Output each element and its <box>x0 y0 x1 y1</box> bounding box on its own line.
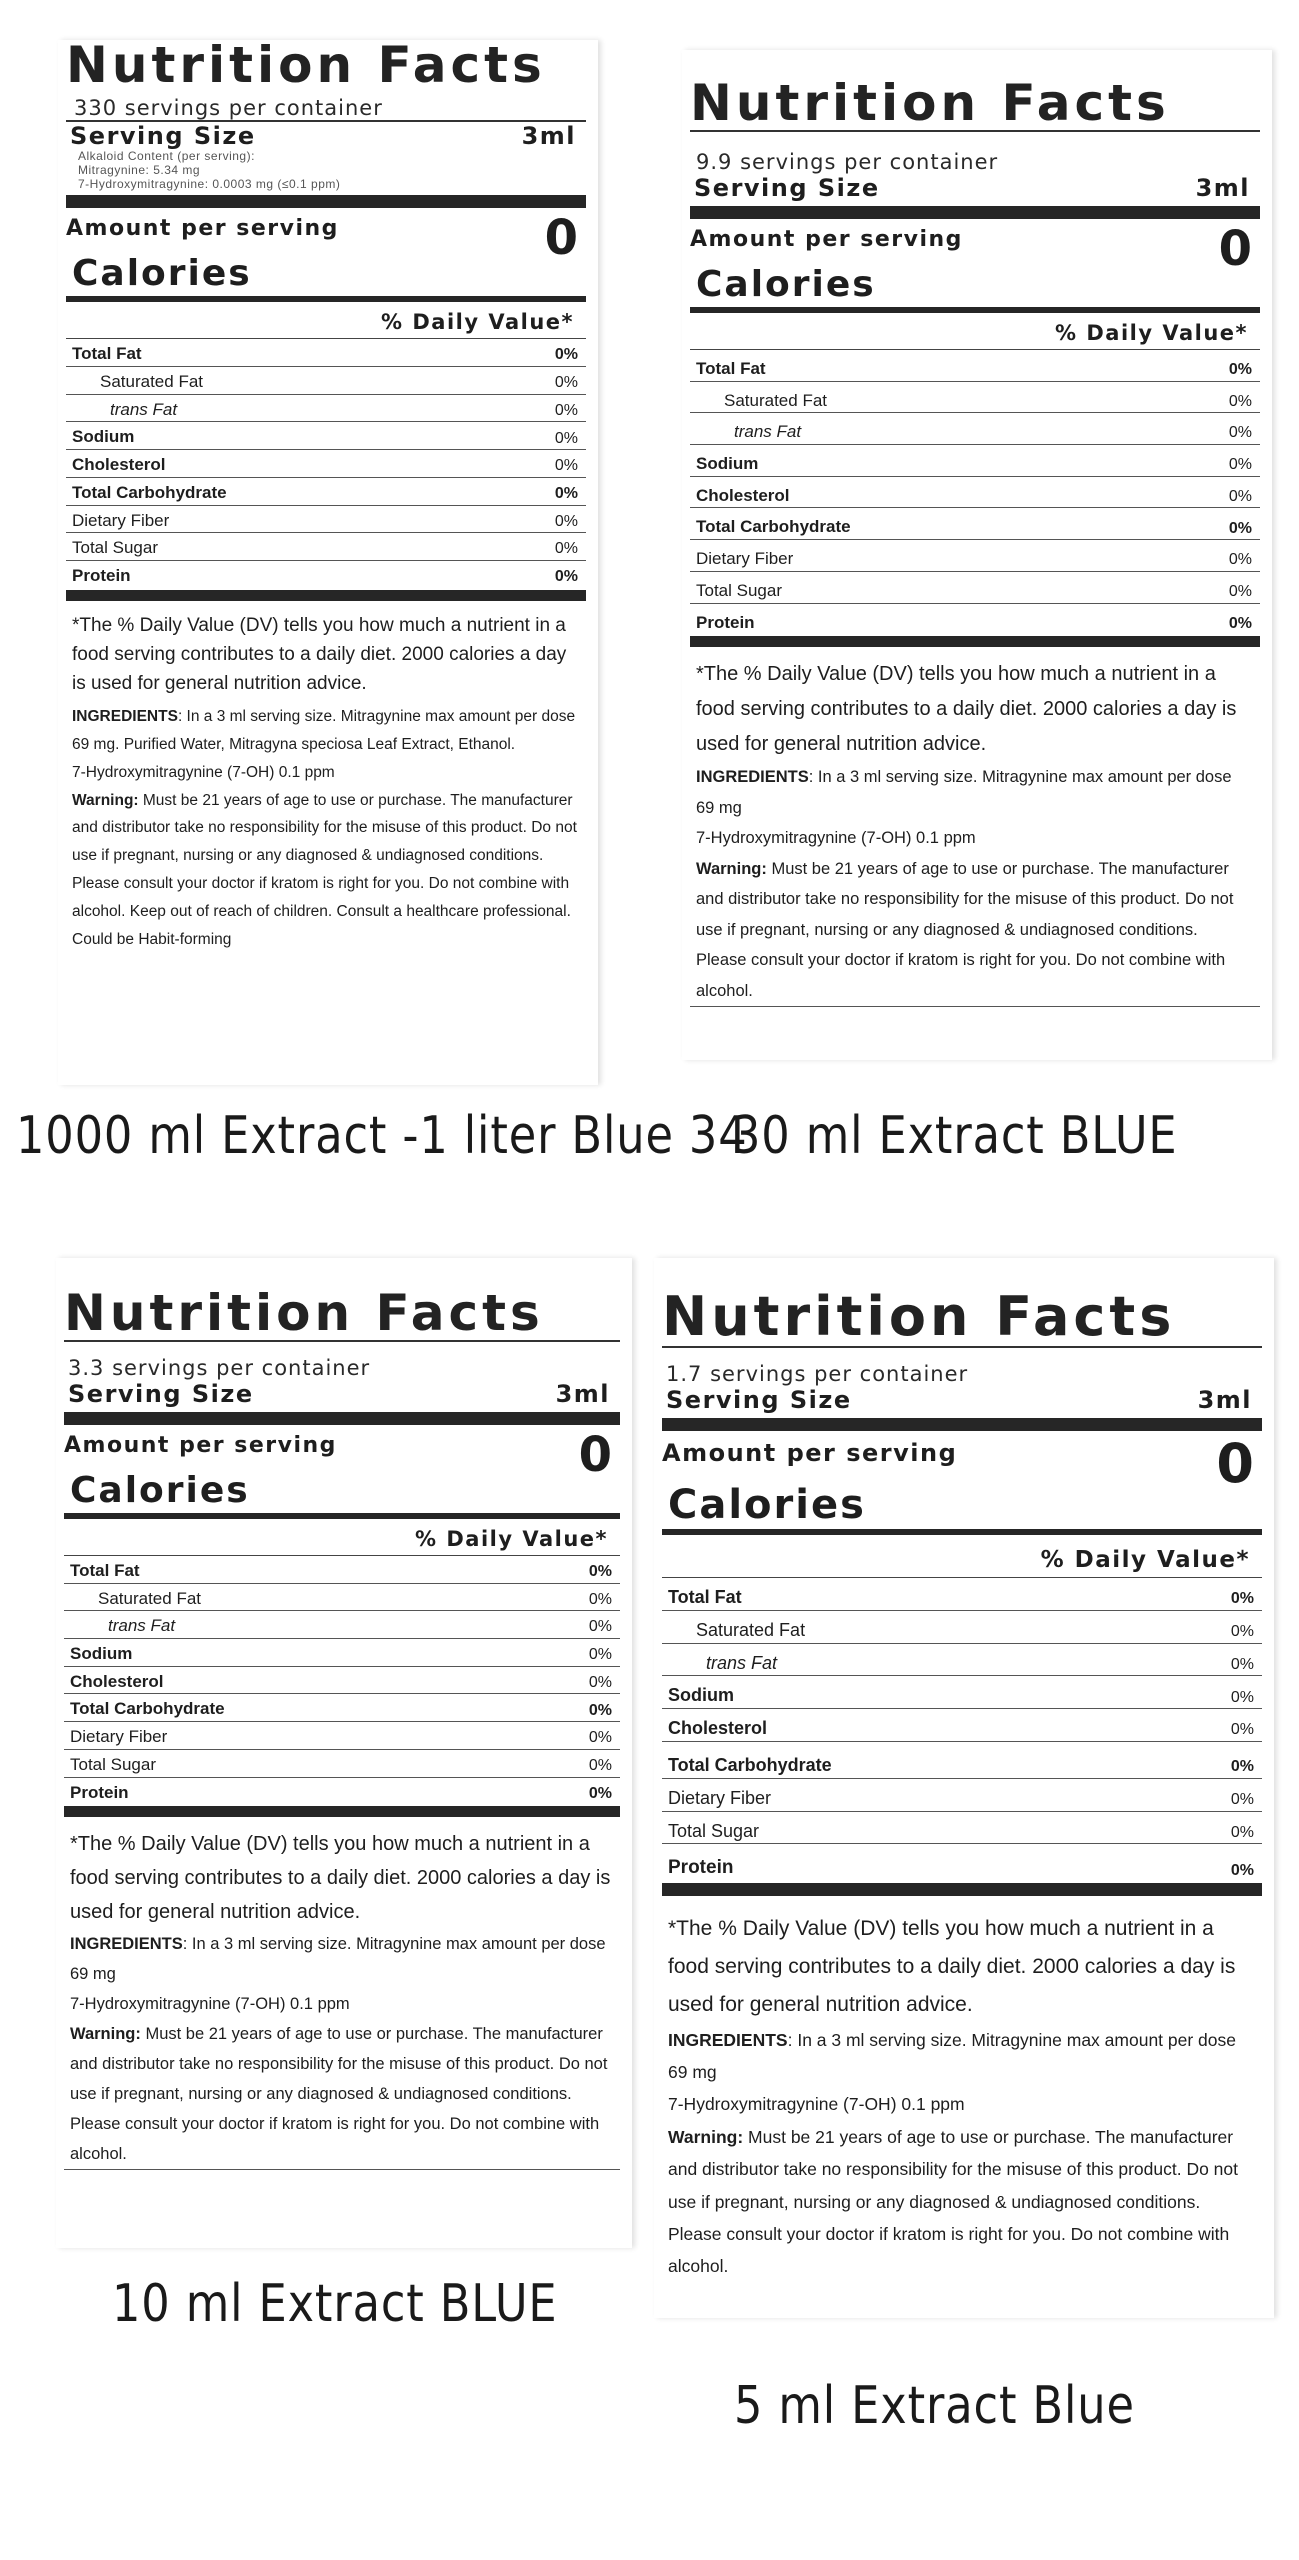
nutrient-row <box>64 1611 620 1639</box>
nutrient-value: 0% <box>554 457 578 475</box>
nutrient-name: Sodium <box>668 1685 734 1706</box>
warning <box>690 854 1260 1008</box>
nutrient-value: 0% <box>588 1563 612 1581</box>
nutrition-label-30ml <box>682 50 1272 1060</box>
daily-value-header: % Daily Value* <box>690 313 1260 350</box>
nutrient-value: 0% <box>1228 392 1252 410</box>
warning-text: Must be 21 years of age to use or purchase. The manufacturer and distributor take no responsibility for the misuse of this product. Do not use if pregnant, nursing or any diagnosed & undiagnosed conditions. Please consult your doctor if kratom is right for you. Do not combine with alcohol. <box>70 2025 608 2164</box>
nutrient-value: 0% <box>1228 424 1252 442</box>
nutrient-row <box>690 350 1260 382</box>
servings-per-container: 3.3 servings per container <box>68 1356 371 1380</box>
serving-size-label: Serving Size <box>666 1386 852 1414</box>
nutrient-value: 0% <box>588 1646 612 1664</box>
nutrition-facts-title: Nutrition Facts <box>64 1288 620 1342</box>
nutrient-name: Cholesterol <box>70 1671 164 1691</box>
footer-divider <box>64 1806 620 1817</box>
nutrient-name: Saturated Fat <box>100 372 204 392</box>
nutrient-row <box>690 604 1260 635</box>
nutrient-row <box>66 561 586 588</box>
daily-value-header: % Daily Value* <box>64 1519 620 1556</box>
nutrition-facts-title: Nutrition Facts <box>690 78 1260 132</box>
nutrient-name: Sodium <box>696 454 759 474</box>
nutrition-facts-title: Nutrition Facts <box>66 36 546 94</box>
nutrient-value: 0% <box>1230 1688 1254 1706</box>
serving-size-row <box>64 1380 620 1408</box>
ingredients <box>662 2024 1262 2089</box>
footer-divider <box>662 1883 1262 1896</box>
thick-divider <box>662 1418 1262 1431</box>
thick-divider <box>690 206 1260 219</box>
product-caption: 1000 ml Extract -1 liter Blue 34 <box>16 1106 748 1166</box>
nutrient-name: Total Sugar <box>668 1820 760 1841</box>
daily-value-header: % Daily Value* <box>66 302 586 339</box>
calories-label: Calories <box>668 1482 866 1528</box>
nutrient-row <box>690 540 1260 572</box>
nutrient-name: Cholesterol <box>696 485 790 505</box>
footer-divider <box>690 636 1260 647</box>
nutrient-row <box>662 1709 1262 1742</box>
ingredients-label: INGREDIENTS <box>70 1935 183 1954</box>
nutrient-row <box>662 1644 1262 1677</box>
nutrient-row <box>64 1584 620 1612</box>
footer-divider <box>66 590 586 601</box>
nutrient-value: 0% <box>1230 1790 1254 1808</box>
nutrient-row <box>66 533 586 561</box>
calories-value: 0 <box>578 1427 612 1483</box>
nutrient-name: Dietary Fiber <box>668 1787 772 1808</box>
ingredients <box>64 1929 620 1989</box>
nutrient-row <box>64 1778 620 1805</box>
calories-value: 0 <box>544 210 578 267</box>
servings-per-container: 330 servings per container <box>66 96 586 122</box>
nutrient-value: 0% <box>1230 1861 1254 1879</box>
nutrient-value: 0% <box>1230 1655 1254 1673</box>
daily-value-note: *The % Daily Value (DV) tells you how much a nutrient in a food serving contributes to a daily diet. 2000 calories a day is used for general nutrition advice. <box>668 1917 1236 2016</box>
nutrient-name: Total Carbohydrate <box>72 482 227 502</box>
nutrient-name: Total Carbohydrate <box>70 1699 225 1719</box>
nutrient-name: Dietary Fiber <box>696 549 794 569</box>
nutrient-row <box>662 1742 1262 1779</box>
nutrient-value: 0% <box>588 1729 612 1747</box>
nutrient-value: 0% <box>588 1701 612 1719</box>
nutrient-row <box>690 572 1260 604</box>
daily-value-header: % Daily Value* <box>662 1535 1262 1578</box>
nutrient-row <box>662 1578 1262 1611</box>
nutrient-value: 0% <box>1228 582 1252 600</box>
nutrient-value: 0% <box>1228 551 1252 569</box>
ingredients-label: INGREDIENTS <box>696 768 809 787</box>
nutrient-name: Total Sugar <box>70 1754 156 1774</box>
calories-value: 0 <box>1216 1432 1254 1495</box>
nutrient-value: 0% <box>588 1618 612 1636</box>
nutrient-row <box>64 1556 620 1584</box>
nutrient-name: Total Carbohydrate <box>668 1754 832 1775</box>
nutrient-name: trans Fat <box>706 1652 778 1673</box>
nutrition-label-5ml <box>654 1258 1274 2318</box>
nutrient-value: 0% <box>1230 1590 1254 1608</box>
nutrient-row <box>66 478 586 506</box>
nutrient-value: 0% <box>554 401 578 419</box>
serving-size-row <box>66 122 586 150</box>
ingredients-text: : In a 3 ml serving size. Mitragynine max amount per dose 69 mg. Purified Water, Mitragyna speciosa Leaf Extract, Ethanol. <box>72 707 576 753</box>
nutrient-name: Protein <box>72 565 131 585</box>
alkaloid-line: 7-Hydroxymitragynine: 0.0003 mg (≤0.1 ppm) <box>78 176 341 191</box>
nutrient-row <box>64 1639 620 1667</box>
serving-size-label: Serving Size <box>694 174 880 202</box>
product-caption: 10 ml Extract BLUE <box>112 2274 558 2334</box>
nutrient-value: 0% <box>554 374 578 392</box>
nutrient-value: 0% <box>554 567 578 585</box>
warning-label: Warning: <box>668 2126 744 2147</box>
nutrient-name: Dietary Fiber <box>70 1727 168 1747</box>
thick-divider <box>64 1412 620 1425</box>
warning <box>64 2019 620 2170</box>
nutrient-name: trans Fat <box>734 422 802 442</box>
ingredients-text: : In a 3 ml serving size. Mitragynine max amount per dose 69 mg <box>70 1935 606 1984</box>
nutrient-value: 0% <box>1228 519 1252 537</box>
warning-text: Must be 21 years of age to use or purchase. The manufacturer and distributor take no responsibility for the misuse of this product. Do not use if pregnant, nursing or any diagnosed & undiagnosed conditions. Please consult your doctor if kratom is right for you. Do not combine with alcohol. <box>696 859 1234 1000</box>
serving-size-label: Serving Size <box>68 1380 254 1408</box>
nutrient-row <box>662 1676 1262 1709</box>
amount-per-serving: Amount per serving <box>66 216 339 242</box>
serving-size-row <box>662 1386 1262 1414</box>
oh-content: 7-Hydroxymitragynine (7-OH) 0.1 ppm <box>70 1995 350 2014</box>
product-caption: 30 ml Extract BLUE <box>732 1106 1178 1166</box>
warning <box>662 2121 1262 2283</box>
nutrition-facts-title: Nutrition Facts <box>662 1290 1262 1348</box>
nutrient-name: Protein <box>668 1857 734 1879</box>
serving-size-value: 3ml <box>1197 1386 1252 1414</box>
nutrient-value: 0% <box>1230 1623 1254 1640</box>
calories-value: 0 <box>1218 221 1252 277</box>
nutrient-value: 0% <box>554 346 578 364</box>
warning-label: Warning: <box>70 2025 141 2044</box>
nutrient-row <box>66 450 586 478</box>
nutrient-value: 0% <box>588 1756 612 1774</box>
nutrient-row <box>64 1722 620 1750</box>
nutrient-name: Total Sugar <box>72 538 158 558</box>
nutrient-value: 0% <box>1228 361 1252 379</box>
nutrient-row <box>66 339 586 367</box>
alkaloid-content <box>66 150 586 191</box>
nutrient-row <box>64 1694 620 1722</box>
ingredients-text: : In a 3 ml serving size. Mitragynine max amount per dose 69 mg <box>668 2029 1237 2083</box>
serving-size-row <box>690 174 1260 202</box>
nutrient-name: Total Fat <box>696 359 766 378</box>
nutrient-name: Saturated Fat <box>724 390 828 410</box>
nutrition-label-1000ml <box>58 36 598 1085</box>
nutrient-value: 0% <box>1228 487 1252 505</box>
servings-per-container: 1.7 servings per container <box>666 1362 969 1386</box>
nutrient-row <box>64 1750 620 1778</box>
nutrient-value: 0% <box>588 1673 612 1691</box>
ingredients-text: : In a 3 ml serving size. Mitragynine max amount per dose 69 mg <box>696 768 1232 817</box>
nutrient-row <box>64 1667 620 1695</box>
warning-text: Must be 21 years of age to use or purchase. The manufacturer and distributor take no responsibility for the misuse of this product. Do not use if pregnant, nursing or any diagnosed & undiagnosed conditions. Please consult your doctor if kratom is right for you. Do not combine with alcohol. Keep out of reach of children. Consult a healthcare professional. Could be Habit-forming <box>72 791 577 949</box>
nutrient-name: Dietary Fiber <box>72 510 170 530</box>
alkaloid-line: Alkaloid Content (per serving): <box>78 149 255 163</box>
nutrient-value: 0% <box>1228 456 1252 474</box>
nutrient-value: 0% <box>1230 1758 1254 1776</box>
warning-label: Warning: <box>696 859 767 878</box>
nutrient-row <box>662 1611 1262 1644</box>
nutrient-name: Total Sugar <box>696 580 782 600</box>
warning-text: Must be 21 years of age to use or purchase. The manufacturer and distributor take no responsibility for the misuse of this product. Do not use if pregnant, nursing or any diagnosed & undiagnosed conditions. Please consult your doctor if kratom is right for you. Do not combine with alcohol. <box>668 2126 1239 2277</box>
nutrient-name: Total Fat <box>72 344 142 364</box>
nutrient-row <box>690 477 1260 509</box>
serving-size-label: Serving Size <box>70 122 256 150</box>
serving-size-value: 3ml <box>521 122 576 150</box>
thick-divider <box>66 195 586 208</box>
nutrient-row <box>66 422 586 450</box>
amount-per-serving: Amount per serving <box>690 227 963 252</box>
serving-size-value: 3ml <box>1195 174 1250 202</box>
nutrient-value: 0% <box>554 540 578 558</box>
nutrient-value: 0% <box>588 1784 612 1802</box>
nutrient-value: 0% <box>1228 614 1252 632</box>
calories-label: Calories <box>72 253 252 295</box>
nutrient-name: Cholesterol <box>668 1718 768 1739</box>
nutrient-value: 0% <box>554 484 578 502</box>
nutrient-value: 0% <box>1230 1721 1254 1739</box>
nutrient-name: trans Fat <box>110 399 178 419</box>
nutrient-row <box>662 1779 1262 1812</box>
nutrient-row <box>66 395 586 423</box>
nutrient-row <box>662 1812 1262 1845</box>
nutrient-row <box>662 1844 1262 1881</box>
amount-per-serving: Amount per serving <box>64 1433 337 1458</box>
nutrient-name: Saturated Fat <box>696 1619 806 1640</box>
nutrient-name: Sodium <box>70 1644 133 1664</box>
nutrient-name: trans Fat <box>108 1616 176 1636</box>
calories-label: Calories <box>70 1470 250 1511</box>
ingredients-label: INGREDIENTS <box>72 707 178 725</box>
nutrient-name: Protein <box>70 1782 129 1802</box>
nutrient-name: Saturated Fat <box>98 1588 202 1608</box>
nutrient-row <box>66 506 586 534</box>
calories-label: Calories <box>696 264 876 305</box>
daily-value-note: *The % Daily Value (DV) tells you how much a nutrient in a food serving contributes to a daily diet. 2000 calories a day is used for general nutrition advice. <box>72 614 567 695</box>
warning-label: Warning: <box>72 791 139 809</box>
nutrient-name: Total Carbohydrate <box>696 517 851 537</box>
product-caption: 5 ml Extract Blue <box>734 2376 1135 2436</box>
nutrient-row <box>690 508 1260 540</box>
nutrient-value: 0% <box>554 429 578 447</box>
nutrient-name: Total Fat <box>668 1587 742 1607</box>
servings-per-container: 9.9 servings per container <box>696 150 999 174</box>
nutrient-name: Protein <box>696 612 755 632</box>
nutrition-label-10ml <box>56 1258 632 2248</box>
alkaloid-line: Mitragynine: 5.34 mg <box>78 162 201 177</box>
nutrient-name: Cholesterol <box>72 455 166 475</box>
nutrient-name: Sodium <box>72 427 135 447</box>
nutrient-value: 0% <box>1230 1823 1254 1841</box>
daily-value-note: *The % Daily Value (DV) tells you how much a nutrient in a food serving contributes to a daily diet. 2000 calories a day is used for general nutrition advice. <box>696 663 1237 756</box>
nutrient-name: Total Fat <box>70 1561 140 1580</box>
daily-value-note: *The % Daily Value (DV) tells you how much a nutrient in a food serving contributes to a daily diet. 2000 calories a day is used for general nutrition advice. <box>70 1833 611 1924</box>
nutrient-value: 0% <box>588 1590 612 1608</box>
serving-size-value: 3ml <box>555 1380 610 1408</box>
ingredients-label: INGREDIENTS <box>668 2029 788 2050</box>
nutrient-row <box>690 382 1260 414</box>
oh-content: 7-Hydroxymitragynine (7-OH) 0.1 ppm <box>668 2094 965 2115</box>
ingredients <box>690 762 1260 823</box>
nutrient-value: 0% <box>554 512 578 530</box>
nutrient-row <box>690 445 1260 477</box>
nutrient-row <box>690 413 1260 445</box>
warning <box>66 787 586 954</box>
oh-content: 7-Hydroxymitragynine (7-OH) 0.1 ppm <box>72 763 335 781</box>
amount-per-serving: Amount per serving <box>662 1439 958 1467</box>
nutrient-row <box>66 367 586 395</box>
ingredients <box>66 699 586 759</box>
oh-content: 7-Hydroxymitragynine (7-OH) 0.1 ppm <box>696 829 976 848</box>
